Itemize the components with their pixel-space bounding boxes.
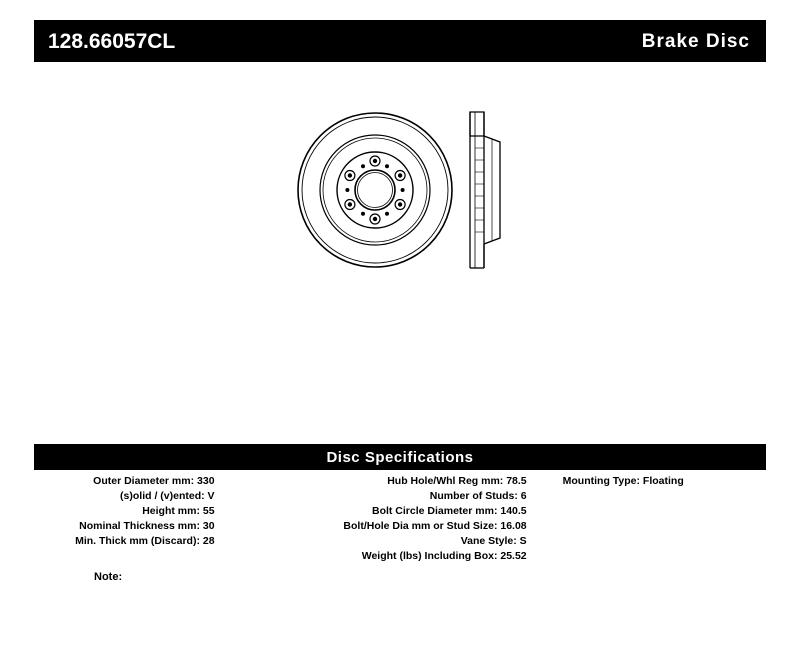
- rotor-face-view: [298, 113, 452, 267]
- header-bar: [34, 20, 766, 62]
- spec-item: Bolt/Hole Dia mm or Stud Size: 16.08: [343, 520, 527, 532]
- specifications-title: Disc Specifications: [326, 448, 474, 466]
- specifications-columns: [34, 474, 766, 564]
- spec-column-middle: [215, 474, 527, 564]
- spec-item: Hub Hole/Whl Reg mm: 78.5: [387, 475, 527, 487]
- spec-item: Outer Diameter mm: 330: [93, 475, 215, 487]
- spec-item: Number of Studs: 6: [429, 490, 527, 502]
- note-label: Note:: [94, 571, 123, 583]
- spec-item: Vane Style: S: [460, 535, 527, 547]
- spec-item: Min. Thick mm (Discard): 28: [75, 535, 215, 547]
- rotor-edge-view: [470, 112, 500, 268]
- spec-item: Nominal Thickness mm: 30: [79, 520, 215, 532]
- spec-column-right: [527, 474, 766, 489]
- spec-column-left: [34, 474, 215, 549]
- spec-item: Mounting Type: Floating: [562, 475, 684, 487]
- rotor-drawing-svg: [270, 90, 570, 290]
- spec-item: Height mm: 55: [142, 505, 215, 517]
- spec-item: Weight (lbs) Including Box: 25.52: [361, 550, 527, 562]
- spec-item: Bolt Circle Diameter mm: 140.5: [371, 505, 527, 517]
- specifications-bar: [34, 444, 766, 470]
- product-type-label: Brake Disc: [641, 30, 750, 52]
- product-drawing: [270, 90, 570, 290]
- spec-item: (s)olid / (v)ented: V: [120, 490, 215, 502]
- part-number: 128.66057CL: [48, 29, 176, 53]
